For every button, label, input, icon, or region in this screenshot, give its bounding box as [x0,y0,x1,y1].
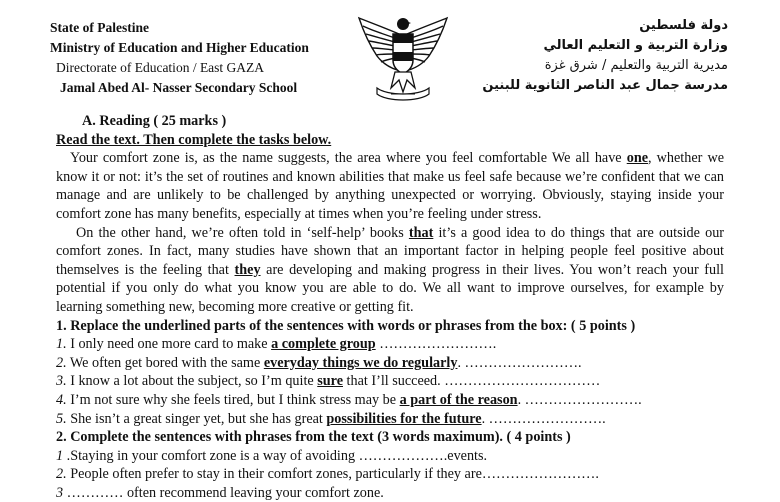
underlined-word: that [408,224,434,241]
task-2-item: 1 .Staying in your comfort zone is a way of avoiding ……………….events. [56,447,488,464]
underlined-phrase: possibilities for the future [326,410,482,427]
task-2-item: 3 ………… often recommend leaving your comfort zone. [56,484,384,501]
underlined-phrase: a complete group [271,336,376,353]
passage-paragraph-1 [56,149,724,223]
underlined-phrase: sure [317,373,343,390]
header-state: State of Palestine [50,20,149,35]
passage-text: Your comfort zone is, as the name suggests, the area where you feel comfortable We all have [70,150,627,167]
header-directorate: Directorate of Education / East GAZA [56,60,265,75]
passage-text: , whether we know it or not: it’s the set of routines and known abilities that make us feel safe because we’re confident that we can manage and are unlikely to be challenged by anything unexpected or worrying. Obviously, staying inside your comfort zone has many benefits, especially at times when you’re feeling under stress. [56,150,724,222]
task-1-item: 3. I know a lot about the subject, so I’m quite sure that I’ll succeed. …………………………… [56,373,601,390]
header-school: Jamal Abed Al- Nasser Secondary School [60,80,298,95]
passage-text: are developing and making progress in their lives. You won’t reach your full potential if you only do what you know you are able to do. We all want to improve ourselves, for example by learning something new, becoming more creative or getting fit. [56,261,725,315]
header-arabic [482,16,728,96]
palestine-eagle-emblem-icon [355,8,451,102]
task-1-item: 2. We often get bored with the same everyday things we do regularly. ……………………. [56,354,582,371]
exam-content [56,112,724,502]
task-2-item: 2. People often prefer to stay in their comfort zones, particularly if they are……………………. [56,466,599,483]
underlined-word: they [234,261,261,278]
underlined-word: one [626,150,648,167]
task-1-title: 1. Replace the underlined parts of the sentences with words or phrases from the box: ( 5 points ) [56,317,636,334]
passage-text: On the other hand, we’re often told in ‘self-help’ books [76,224,409,241]
task-2-title: 2. Complete the sentences with phrases from the text (3 words maximum). ( 4 points ) [56,429,571,446]
underlined-phrase: a part of the reason [399,391,518,408]
passage-text: it’s a good idea to do things that are outside our comfort zones. In fact, many studies have shown that an important factor in helping people feel positive about themselves is the feeling that [56,224,725,278]
document-header [0,0,780,110]
task-1-item: 1. I only need one more card to make a complete group ……………………. [56,336,497,353]
header-ar-school: مدرسة جمال عبد الناصر الثانوية للبنين [482,78,728,93]
passage-paragraph-2 [56,224,724,317]
header-ar-ministry: وزارة التربية و التعليم العالي [543,38,728,53]
underlined-phrase: everyday things we do regularly [263,354,458,371]
section-title: A. Reading ( 25 marks ) [82,113,227,129]
task-1-item: 5. She isn’t a great singer yet, but she has great possibilities for the future. ……………………. [56,410,606,427]
section-instruction: Read the text. Then complete the tasks below. [56,131,332,148]
header-ministry: Ministry of Education and Higher Education [50,40,309,55]
header-ar-state: دولة فلسطين [639,18,728,33]
header-english [50,18,309,98]
task-1-item: 4. I’m not sure why she feels tired, but I think stress may be a part of the reason. ……………………. [56,391,642,408]
header-ar-directorate: مديرية التربية والتعليم / شرق غزة [544,58,728,73]
